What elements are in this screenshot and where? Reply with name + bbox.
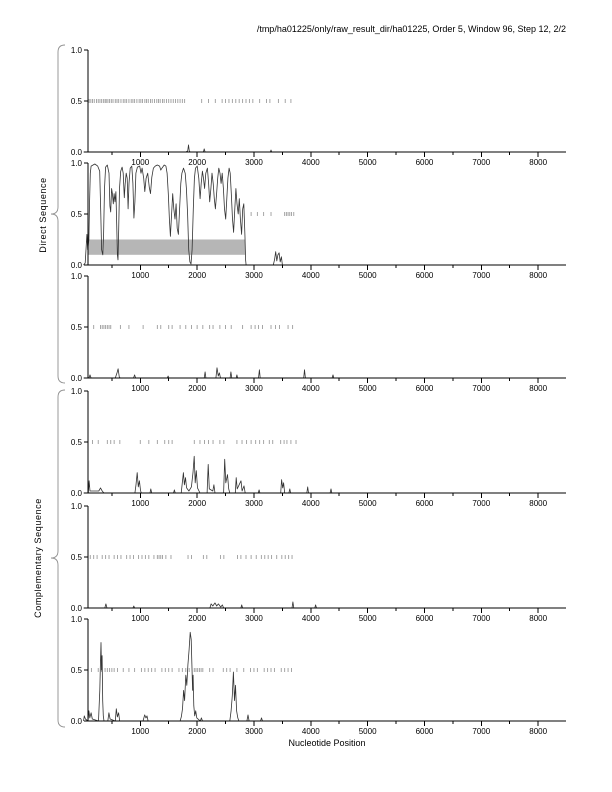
x-tick-label: 6000 [415,384,434,393]
y-tick-label: 1.0 [70,159,82,168]
panel-direct-frame-3 [71,272,566,393]
probability-curve [84,145,567,152]
x-tick-label: 8000 [529,271,548,280]
y-tick-label: 0.5 [70,666,82,675]
x-tick-label: 4000 [301,727,320,736]
panel-axes [88,391,566,493]
panel-axes [88,50,566,152]
y-tick-label: 1.0 [70,615,82,624]
y-tick-label: 1.0 [70,387,82,396]
x-tick-label: 2000 [188,384,207,393]
y-tick-label: 0.0 [70,148,82,157]
x-tick-label: 6000 [415,727,434,736]
x-tick-label: 4000 [301,384,320,393]
predicted-region-shade [88,240,245,255]
panel-direct-frame-2 [71,159,566,280]
x-tick-label: 7000 [472,614,491,623]
x-tick-label: 5000 [358,384,377,393]
y-tick-label: 0.5 [70,210,82,219]
x-tick-label: 3000 [245,271,263,280]
complementary-sequence-brace [51,390,65,727]
x-tick-label: 1000 [131,384,150,393]
y-tick-label: 0.0 [70,489,82,498]
y-tick-label: 0.5 [70,97,82,106]
x-tick-label: 3000 [245,158,263,167]
direct-sequence-label: Direct Sequence [38,177,48,253]
panel-complementary-frame-3 [71,615,566,736]
y-tick-label: 0.0 [70,717,82,726]
x-tick-label: 8000 [529,614,548,623]
y-tick-label: 1.0 [70,272,82,281]
x-tick-label: 4000 [301,499,320,508]
x-tick-label: 3000 [245,384,263,393]
x-tick-label: 2000 [188,271,207,280]
x-tick-label: 5000 [358,271,377,280]
x-tick-label: 6000 [415,614,434,623]
x-tick-label: 1000 [131,158,150,167]
x-tick-label: 2000 [188,614,207,623]
x-tick-label: 5000 [358,499,377,508]
x-tick-label: 7000 [472,158,491,167]
y-tick-label: 1.0 [70,46,82,55]
x-tick-label: 2000 [188,727,207,736]
x-tick-label: 1000 [131,271,150,280]
y-tick-label: 0.0 [70,604,82,613]
x-tick-label: 8000 [529,499,548,508]
x-tick-label: 6000 [415,271,434,280]
x-axis-title: Nucleotide Position [288,738,366,748]
panel-complementary-frame-1 [71,387,566,508]
x-tick-label: 7000 [472,499,491,508]
panel-axes [88,276,566,378]
x-tick-label: 2000 [188,158,207,167]
x-tick-label: 8000 [529,158,548,167]
x-tick-label: 3000 [245,727,263,736]
x-tick-label: 7000 [472,727,491,736]
x-tick-label: 7000 [472,271,491,280]
panel-axes [88,506,566,608]
y-tick-label: 0.0 [70,374,82,383]
x-tick-label: 1000 [131,727,150,736]
x-tick-label: 4000 [301,158,320,167]
panel-axes [88,619,566,721]
y-tick-label: 0.5 [70,323,82,332]
y-tick-label: 0.5 [70,553,82,562]
y-tick-label: 0.5 [70,438,82,447]
probability-curve [84,456,567,493]
x-tick-label: 4000 [301,271,320,280]
x-tick-label: 5000 [358,727,377,736]
x-tick-label: 5000 [358,614,377,623]
x-tick-label: 1000 [131,614,150,623]
x-tick-label: 8000 [529,384,548,393]
complementary-sequence-label: Complementary Sequence [33,498,43,618]
probability-curve [84,368,567,378]
probability-curve [84,632,567,721]
x-tick-label: 7000 [472,384,491,393]
y-tick-label: 0.0 [70,261,82,270]
x-tick-label: 8000 [529,727,548,736]
plot-title: /tmp/ha01225/only/raw_result_dir/ha01225, Order 5, Window 96, Step 12, 2/2 [256,24,566,34]
x-tick-label: 1000 [131,499,150,508]
probability-curve [84,602,567,608]
direct-sequence-brace [51,45,65,383]
x-tick-label: 5000 [358,158,377,167]
x-tick-label: 6000 [415,158,434,167]
x-tick-label: 3000 [245,499,263,508]
panel-direct-frame-1 [71,46,566,167]
x-tick-label: 6000 [415,499,434,508]
x-tick-label: 4000 [301,614,320,623]
panel-complementary-frame-2 [71,502,566,623]
x-tick-label: 2000 [188,499,207,508]
y-tick-label: 1.0 [70,502,82,511]
x-tick-label: 3000 [245,614,263,623]
